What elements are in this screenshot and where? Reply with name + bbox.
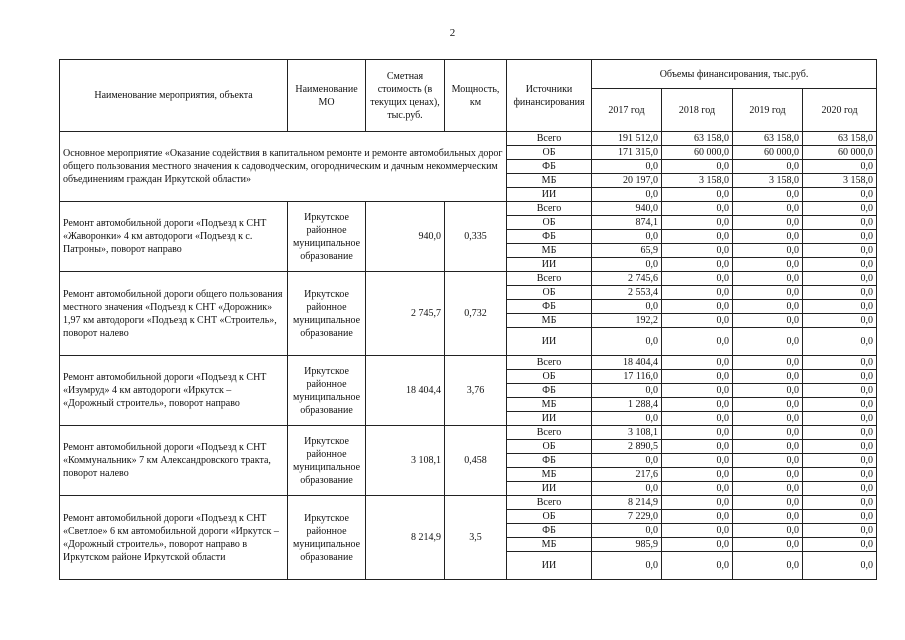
object-name: Ремонт автомобильной дороги общего пользования местного значения «Подъезд к СНТ «Дорожник» 1,97 км автодороги «Подъезд к СНТ «Строитель», поворот налево [60,272,288,356]
value-cell: 60 000,0 [733,146,803,160]
value-cell: 1 288,4 [592,398,662,412]
value-cell: 0,0 [662,314,733,328]
value-cell: 2 553,4 [592,286,662,300]
value-cell: 18 404,4 [592,356,662,370]
value-cell: 0,0 [803,440,877,454]
source-cell: МБ [507,174,592,188]
value-cell: 3 158,0 [803,174,877,188]
value-cell: 0,0 [803,384,877,398]
value-cell: 0,0 [592,188,662,202]
value-cell: 0,0 [662,496,733,510]
value-cell: 0,0 [592,412,662,426]
table-body [60,132,877,580]
value-cell: 0,0 [803,314,877,328]
value-cell: 0,0 [803,412,877,426]
value-cell: 0,0 [733,300,803,314]
value-cell: 3 158,0 [733,174,803,188]
value-cell: 0,0 [592,160,662,174]
value-cell: 0,0 [662,384,733,398]
source-cell: ФБ [507,300,592,314]
header-capacity: Мощность, км [445,60,507,132]
value-cell: 0,0 [733,524,803,538]
value-cell: 0,0 [662,188,733,202]
source-cell: МБ [507,538,592,552]
value-cell: 0,0 [803,230,877,244]
value-cell: 0,0 [733,426,803,440]
value-cell: 0,0 [592,328,662,356]
value-cell: 0,0 [662,398,733,412]
value-cell: 0,0 [803,328,877,356]
value-cell: 0,0 [803,426,877,440]
source-cell: ОБ [507,370,592,384]
source-cell: ОБ [507,510,592,524]
value-cell: 0,0 [733,454,803,468]
source-cell: МБ [507,244,592,258]
value-cell: 0,0 [803,216,877,230]
table-row [60,356,877,370]
value-cell: 0,0 [592,454,662,468]
funding-table [59,59,877,580]
source-cell: ФБ [507,524,592,538]
value-cell: 63 158,0 [662,132,733,146]
table-row [60,202,877,216]
value-cell: 0,0 [592,524,662,538]
value-cell: 191 512,0 [592,132,662,146]
value-cell: 0,0 [662,524,733,538]
object-cost: 940,0 [366,202,445,272]
value-cell: 0,0 [803,538,877,552]
value-cell: 940,0 [592,202,662,216]
value-cell: 0,0 [662,426,733,440]
value-cell: 2 745,6 [592,272,662,286]
source-cell: Всего [507,202,592,216]
value-cell: 0,0 [662,202,733,216]
header-year: 2017 год [592,89,662,132]
value-cell: 0,0 [803,160,877,174]
object-mo: Иркутское районное муниципальное образование [288,426,366,496]
header-mo: Наименование МО [288,60,366,132]
value-cell: 0,0 [803,398,877,412]
value-cell: 8 214,9 [592,496,662,510]
value-cell: 0,0 [662,468,733,482]
value-cell: 0,0 [662,286,733,300]
main-activity-name: Основное мероприятие «Оказание содействия в капитальном ремонте и ремонте автомобильных дорог общего пользования местного значения к садоводческим, огородническим и дачным некоммерческим объединениям граждан Иркутской области» [60,132,507,202]
value-cell: 63 158,0 [803,132,877,146]
value-cell: 0,0 [733,244,803,258]
object-mo: Иркутское районное муниципальное образование [288,496,366,580]
header-year: 2018 год [662,89,733,132]
value-cell: 0,0 [733,230,803,244]
object-mo: Иркутское районное муниципальное образование [288,272,366,356]
object-mo: Иркутское районное муниципальное образование [288,356,366,426]
value-cell: 0,0 [803,524,877,538]
value-cell: 63 158,0 [733,132,803,146]
header-sources: Источники финансирования [507,60,592,132]
object-capacity: 0,458 [445,426,507,496]
table-row [60,496,877,510]
source-cell: МБ [507,468,592,482]
value-cell: 3 108,1 [592,426,662,440]
value-cell: 65,9 [592,244,662,258]
value-cell: 60 000,0 [662,146,733,160]
value-cell: 0,0 [733,188,803,202]
object-cost: 3 108,1 [366,426,445,496]
value-cell: 217,6 [592,468,662,482]
value-cell: 0,0 [803,272,877,286]
object-cost: 8 214,9 [366,496,445,580]
value-cell: 0,0 [733,160,803,174]
value-cell: 0,0 [803,496,877,510]
source-cell: Всего [507,426,592,440]
source-cell: ОБ [507,216,592,230]
source-cell: Всего [507,496,592,510]
object-name: Ремонт автомобильной дороги «Подъезд к СНТ «Коммунальник» 7 км Александровского тракта, поворот налево [60,426,288,496]
value-cell: 7 229,0 [592,510,662,524]
value-cell: 0,0 [733,510,803,524]
value-cell: 20 197,0 [592,174,662,188]
value-cell: 0,0 [662,510,733,524]
value-cell: 2 890,5 [592,440,662,454]
value-cell: 0,0 [733,412,803,426]
source-cell: ФБ [507,160,592,174]
value-cell: 0,0 [803,356,877,370]
value-cell: 0,0 [733,202,803,216]
value-cell: 0,0 [733,440,803,454]
header-row [60,60,877,89]
value-cell: 3 158,0 [662,174,733,188]
value-cell: 0,0 [662,552,733,580]
value-cell: 0,0 [592,552,662,580]
value-cell: 0,0 [662,300,733,314]
object-capacity: 3,5 [445,496,507,580]
value-cell: 0,0 [662,482,733,496]
value-cell: 0,0 [733,328,803,356]
value-cell: 0,0 [662,230,733,244]
value-cell: 0,0 [592,482,662,496]
value-cell: 60 000,0 [803,146,877,160]
value-cell: 0,0 [733,496,803,510]
source-cell: ОБ [507,146,592,160]
source-cell: ИИ [507,258,592,272]
value-cell: 0,0 [662,272,733,286]
object-cost: 2 745,7 [366,272,445,356]
value-cell: 0,0 [662,356,733,370]
value-cell: 0,0 [592,230,662,244]
object-capacity: 0,335 [445,202,507,272]
value-cell: 0,0 [733,258,803,272]
header-year: 2019 год [733,89,803,132]
source-cell: ИИ [507,552,592,580]
page-number: 2 [449,27,456,39]
source-cell: Всего [507,132,592,146]
value-cell: 0,0 [803,482,877,496]
value-cell: 17 116,0 [592,370,662,384]
header-year: 2020 год [803,89,877,132]
value-cell: 0,0 [662,370,733,384]
value-cell: 0,0 [803,552,877,580]
source-cell: ОБ [507,440,592,454]
object-cost: 18 404,4 [366,356,445,426]
source-cell: ФБ [507,384,592,398]
value-cell: 0,0 [662,244,733,258]
value-cell: 0,0 [733,552,803,580]
source-cell: ОБ [507,286,592,300]
source-cell: МБ [507,398,592,412]
value-cell: 0,0 [662,454,733,468]
object-name: Ремонт автомобильной дороги «Подъезд к СНТ «Изумруд» 4 км автодороги «Иркутск – «Дорожный строитель», поворот направо [60,356,288,426]
value-cell: 0,0 [662,216,733,230]
object-capacity: 0,732 [445,272,507,356]
table-row [60,132,877,146]
value-cell: 0,0 [662,160,733,174]
value-cell: 0,0 [733,384,803,398]
object-name: Ремонт автомобильной дороги «Подъезд к СНТ «Жаворонки» 4 км автодороги «Подъезд к с. Патроны», поворот направо [60,202,288,272]
source-cell: ИИ [507,188,592,202]
object-name: Ремонт автомобильной дороги «Подъезд к СНТ «Светлое» 6 км автомобильной дороги «Иркутск – «Дорожный строитель», поворот направо в Иркутском районе Иркутской области [60,496,288,580]
value-cell: 0,0 [733,398,803,412]
value-cell: 0,0 [662,412,733,426]
value-cell: 171 315,0 [592,146,662,160]
value-cell: 0,0 [592,258,662,272]
value-cell: 0,0 [803,244,877,258]
source-cell: ИИ [507,482,592,496]
value-cell: 0,0 [733,272,803,286]
source-cell: ИИ [507,328,592,356]
value-cell: 0,0 [803,454,877,468]
value-cell: 0,0 [733,286,803,300]
value-cell: 0,0 [803,510,877,524]
value-cell: 0,0 [733,538,803,552]
object-mo: Иркутское районное муниципальное образование [288,202,366,272]
source-cell: ИИ [507,412,592,426]
table-row [60,272,877,286]
value-cell: 985,9 [592,538,662,552]
value-cell: 0,0 [592,300,662,314]
source-cell: Всего [507,272,592,286]
value-cell: 0,0 [733,216,803,230]
value-cell: 0,0 [733,314,803,328]
table-row [60,426,877,440]
value-cell: 0,0 [733,468,803,482]
value-cell: 0,0 [662,258,733,272]
source-cell: ФБ [507,230,592,244]
value-cell: 0,0 [733,370,803,384]
value-cell: 0,0 [662,328,733,356]
header-funding: Объемы финансирования, тыс.руб. [592,60,877,89]
value-cell: 0,0 [803,188,877,202]
value-cell: 0,0 [803,468,877,482]
header-name: Наименование мероприятия, объекта [60,60,288,132]
source-cell: МБ [507,314,592,328]
value-cell: 0,0 [803,300,877,314]
value-cell: 0,0 [662,538,733,552]
value-cell: 0,0 [803,370,877,384]
object-capacity: 3,76 [445,356,507,426]
value-cell: 0,0 [733,356,803,370]
source-cell: Всего [507,356,592,370]
value-cell: 0,0 [662,440,733,454]
value-cell: 874,1 [592,216,662,230]
value-cell: 0,0 [803,258,877,272]
value-cell: 0,0 [803,286,877,300]
source-cell: ФБ [507,454,592,468]
value-cell: 0,0 [733,482,803,496]
value-cell: 192,2 [592,314,662,328]
value-cell: 0,0 [803,202,877,216]
header-cost: Сметная стоимость (в текущих ценах), тыс.руб. [366,60,445,132]
value-cell: 0,0 [592,384,662,398]
